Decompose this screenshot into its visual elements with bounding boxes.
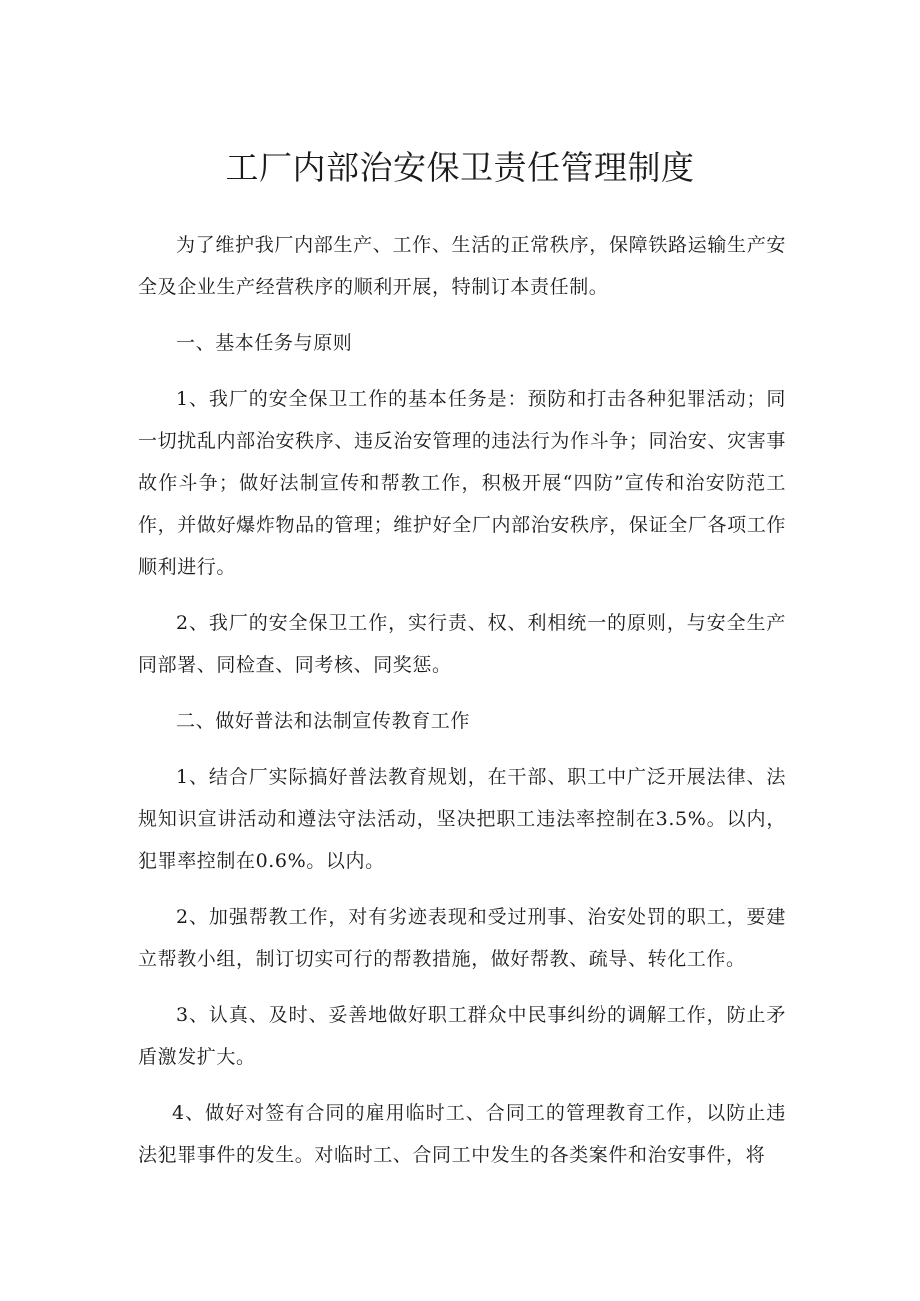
section-2-item-1: 1、结合厂实际搞好普法教育规划，在干部、职工中广泛开展法律、法规知识宣讲活动和遵法守法活动，坚决把职工违法率控制在3.5%。以内，犯罪率控制在0.6%。以内。: [138, 766, 786, 872]
intro-paragraph: 为了维护我厂内部生产、工作、生活的正常秩序，保障铁路运输生产安全及企业生产经营秩序的顺利开展，特制订本责任制。: [138, 234, 786, 298]
section-heading-1: 一、基本任务与原则: [176, 332, 353, 354]
section-1-item-2: 2、我厂的安全保卫工作，实行责、权、利相统一的原则，与安全生产同部署、同检查、同考核、同奖惩。: [138, 612, 786, 676]
section-2-item-2: 2、加强帮教工作，对有劣迹表现和受过刑事、治安处罚的职工，要建立帮教小组，制订切实可行的帮教措施，做好帮教、疏导、转化工作。: [138, 906, 786, 970]
document-title: 工厂内部治安保卫责任管理制度: [225, 148, 695, 187]
section-2-item-4: 4、做好对签有合同的雇用临时工、合同工的管理教育工作，以防止违法犯罪事件的发生。对临时工、合同工中发生的各类案件和治安事件，将: [138, 1102, 786, 1166]
document-body: [138, 224, 786, 1176]
section-heading-2: 二、做好普法和法制宣传教育工作: [176, 710, 471, 732]
section-1-item-1: 1、我厂的安全保卫工作的基本任务是：预防和打击各种犯罪活动；同一切扰乱内部治安秩序、违反治安管理的违法行为作斗争；同治安、灾害事故作斗争；做好法制宣传和帮教工作，积极开展“四防”宣传和治安防范工作，并做好爆炸物品的管理；维护好全厂内部治安秩序，保证全厂各项工作顺利进行。: [138, 388, 786, 578]
section-2-item-3: 3、认真、及时、妥善地做好职工群众中民事纠纷的调解工作，防止矛盾激发扩大。: [138, 1004, 786, 1068]
